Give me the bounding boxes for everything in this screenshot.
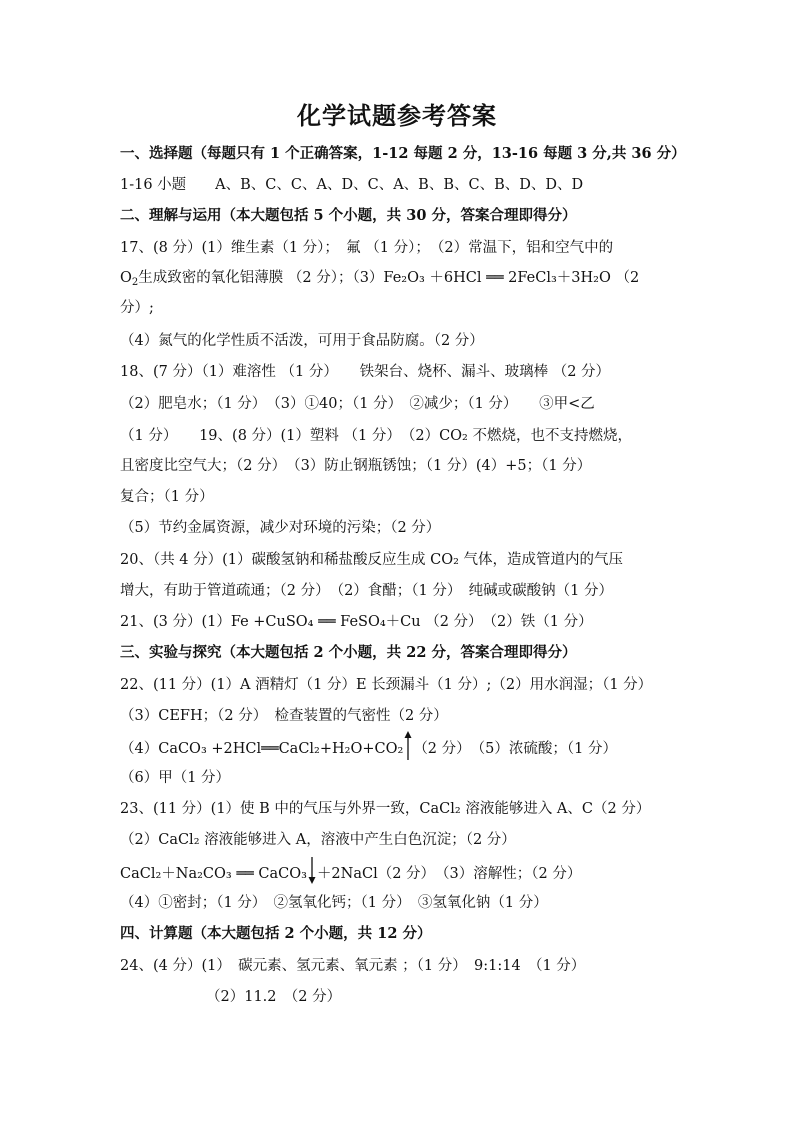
q23-line-3 [120, 862, 690, 884]
q23-equation: CaCl₂＋Na₂CO₃ ══ CaCO₃ [120, 866, 307, 882]
q24-line-1: 24、(4 分）(1） 碳元素、氢元素、氧元素 ；（1 分） 9:1:14 （1 分） [120, 958, 586, 974]
q17-o2-symbol: O [120, 270, 132, 286]
q23-line-4: （4）①密封；（1 分） ②氢氧化钙；（1 分） ③氢氧化钠（1 分） [120, 895, 548, 911]
q19-line-2: 且密度比空气大；（2 分） （3）防止钢瓶锈蚀；（1 分）(4）+5；（1 分） [120, 458, 592, 474]
section-3-heading: 三、实验与探究（本大题包括 2 个小题，共 22 分，答案合理即得分） [120, 644, 577, 661]
q23-line-2: （2）CaCl₂ 溶液能够进入 A，溶液中产生白色沉淀；（2 分） [120, 832, 516, 848]
q23-line-1: 23、(11 分）(1）使 B 中的气压与外界一致，CaCl₂ 溶液能够进入 A、C（2 分） [120, 801, 651, 817]
q18-line-1: 18、(7 分）（1）难溶性 （1 分） 铁架台、烧杯、漏斗、玻璃棒 （2 分） [120, 364, 611, 380]
q21-line: 21、(3 分）(1）Fe +CuSO₄ ══ FeSO₄＋Cu （2 分） （2）铁（1 分） [120, 614, 593, 630]
up-arrow-icon [403, 737, 413, 757]
multiple-choice-answers: 1-16 小题 A、B、C、C、A、D、C、A、B、B、C、B、D、D、D [120, 177, 584, 193]
q17-line-2 [120, 268, 690, 288]
q24-line-2: （2）11.2 （2 分） [206, 989, 342, 1005]
q17-o2-subscript: 2 [131, 277, 139, 288]
q23-line-3-text: ＋2NaCl（2 分） （3）溶解性；（2 分） [316, 866, 582, 882]
q22-line-3-text: （2 分） （5）浓硫酸；（1 分） [413, 741, 617, 757]
q22-equation: （4）CaCO₃ +2HCl══CaCl₂+H₂O+CO₂ [120, 741, 404, 757]
q19-line-3: 复合；（1 分） [120, 489, 214, 505]
q17-line-2-text: 生成致密的氧化铝薄膜 （2 分）；（3）Fe₂O₃ ＋6HCl ══ 2FeCl₃＋3H₂O （2 [138, 270, 640, 286]
q19-line-4: （5）节约金属资源，减少对环境的污染；（2 分） [120, 520, 441, 536]
q20-line-1: 20、（共 4 分）(1）碳酸氢钠和稀盐酸反应生成 CO₂ 气体，造成管道内的气压 [120, 552, 624, 568]
q22-line-4: （6）甲（1 分） [120, 770, 231, 786]
q22-line-3 [120, 737, 690, 759]
q20-line-2: 增大，有助于管道疏通；（2 分） （2）食醋；（1 分） 纯碱或碳酸钠（1 分） [120, 583, 613, 599]
q19-line-1: （1 分） 19、(8 分）(1）塑料 （1 分） （2）CO₂ 不燃烧，也不支持燃烧， [120, 428, 632, 444]
q17-line-3: 分）; [120, 300, 154, 316]
q17-line-4: （4）氮气的化学性质不活泼，可用于食品防腐。（2 分） [120, 333, 484, 349]
section-2-heading: 二、理解与运用（本大题包括 5 个小题，共 30 分，答案合理即得分） [120, 207, 577, 224]
section-1-heading: 一、选择题（每题只有 1 个正确答案，1-12 每题 2 分，13-16 每题 3 分,共 36 分） [120, 145, 686, 162]
q22-line-1: 22、(11 分）(1）A 酒精灯（1 分）E 长颈漏斗（1 分）;（2）用水润湿；（1 分） [120, 677, 653, 693]
q18-line-2: （2）肥皂水；（1 分） （3）①40；（1 分） ②减少；（1 分） ③甲<乙 [120, 396, 595, 412]
page-title: 化学试题参考答案 [297, 101, 497, 130]
q17-line-1: 17、(8 分）(1）维生素（1 分）； 氟 （1 分）； （2）常温下，铝和空气中的 [120, 240, 614, 256]
down-arrow-icon [307, 862, 317, 882]
section-4-heading: 四、计算题（本大题包括 2 个小题，共 12 分） [120, 925, 432, 942]
q22-line-2: （3）CEFH；（2 分） 检查装置的气密性（2 分） [120, 708, 448, 724]
